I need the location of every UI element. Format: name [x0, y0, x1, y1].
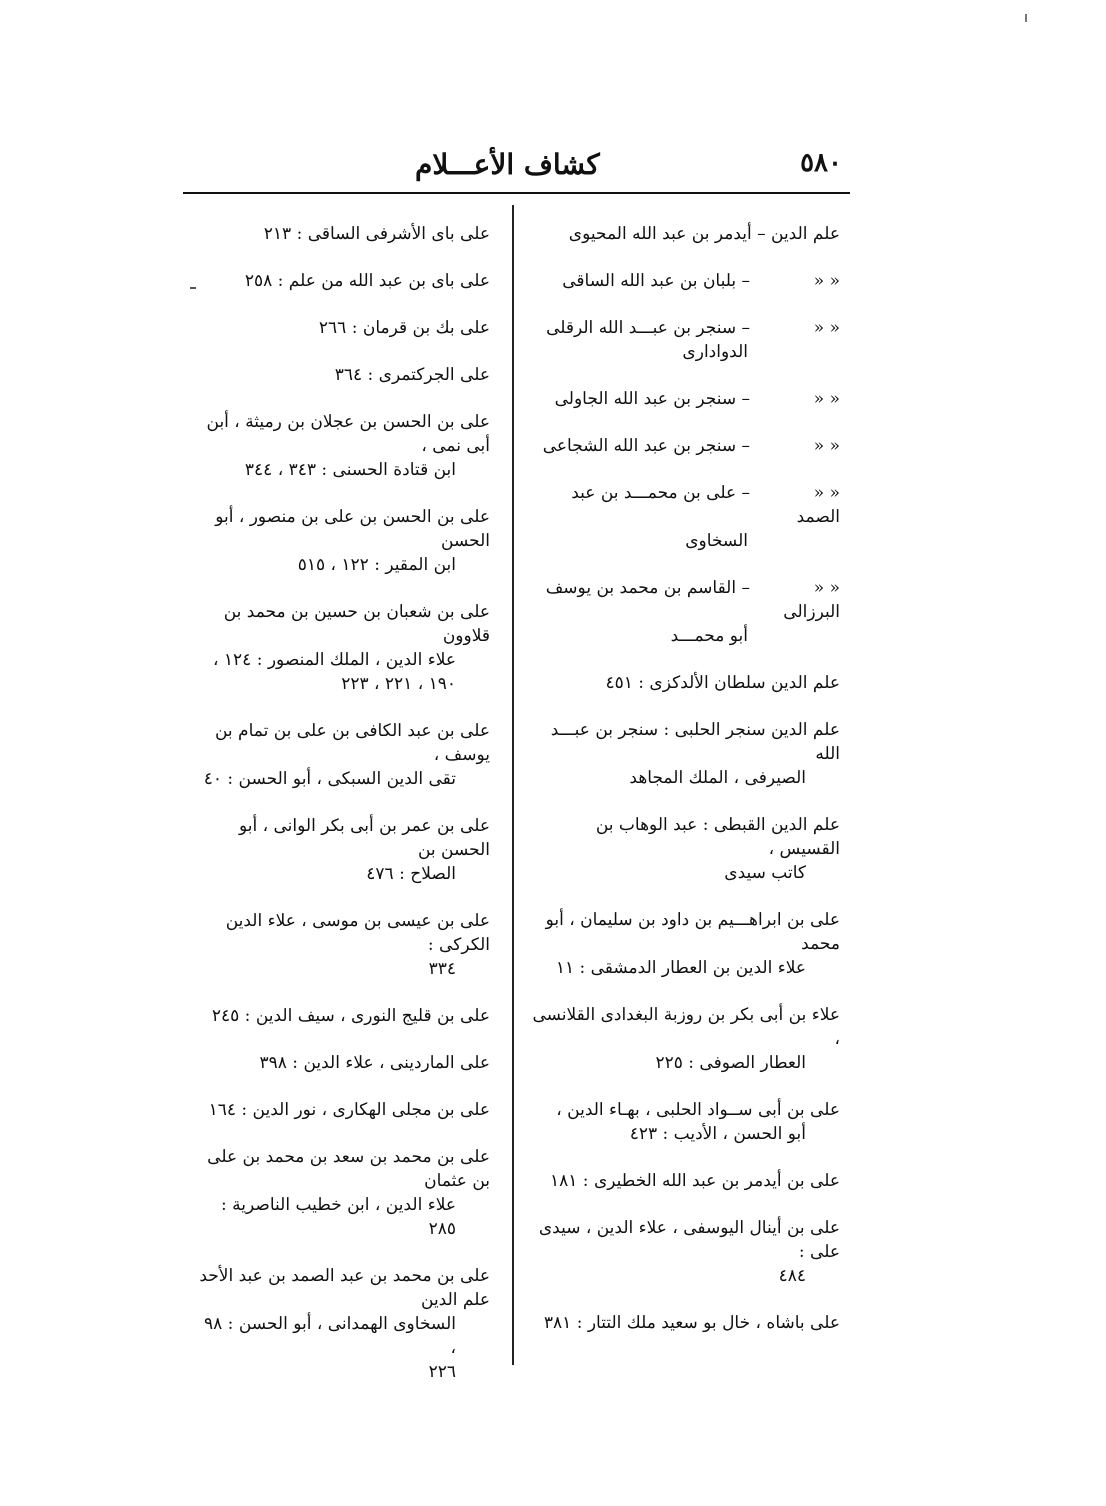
entry-line: [239, 816, 490, 860]
entry-text: على الماردينى ، علاء الدين : ٣٩٨: [259, 1053, 490, 1073]
index-entry: [195, 1264, 490, 1384]
index-entry: [530, 908, 840, 980]
entry-text: على بن عيسى بن موسى ، علاء الدين الكركى :: [225, 911, 490, 955]
index-entry: [195, 1098, 490, 1122]
entry-text: على بن عمر بن أبى بكر الوانى ، أبو الحسن بن: [238, 816, 490, 860]
entry-text: – القاسم بن محمد بن يوسف البرزالى: [545, 578, 840, 622]
entry-text: على الجركتمرى : ٣٦٤: [334, 365, 490, 385]
entry-line: [532, 1005, 840, 1049]
entry-line: [215, 721, 490, 765]
entry-continuation: علاء الدين بن العطار الدمشقى : ١١: [555, 958, 806, 978]
index-entry: [530, 671, 840, 695]
entry-line: [546, 910, 840, 954]
entry-line: [544, 1313, 840, 1333]
entry-continuation: الصيرفى ، الملك المجاهد: [629, 768, 806, 788]
entry-continuation: الدوادارى: [682, 342, 748, 362]
index-entry: [530, 1098, 840, 1146]
ditto-marks: « «: [813, 389, 840, 409]
index-entry: [195, 505, 490, 577]
index-column-right: [530, 222, 840, 1358]
entry-line: [596, 815, 840, 859]
column-divider: [512, 205, 514, 1365]
entry-continuation: ١٩٠ ، ٢٢١ ، ٢٢٣: [341, 674, 456, 694]
index-entry: [195, 269, 490, 293]
index-entry: [530, 1003, 840, 1075]
entry-continuation: تقى الدين السبكى ، أبو الحسن : ٤٠: [203, 769, 456, 789]
entry-text: على باى الأشرفى الساقى : ٢١٣: [263, 224, 490, 244]
entry-continuation: ابن المقير : ١٢٢ ، ٥١٥: [297, 555, 456, 575]
index-column-left: [195, 222, 490, 1407]
ditto-marks: « «: [813, 483, 840, 503]
index-entry: [530, 1311, 840, 1335]
print-mark: [1025, 14, 1027, 22]
index-entry: [195, 719, 490, 791]
index-entry: [530, 222, 840, 246]
index-entry: [530, 813, 840, 885]
entry-continuation: كاتب سيدى: [724, 863, 806, 883]
index-entry: [195, 814, 490, 886]
entry-text: – سنجر بن عبد الله الجاولى: [554, 389, 750, 409]
entry-line: [556, 1100, 840, 1120]
entry-continuation: علاء الدين ، الملك المنصور : ١٢٤ ،: [213, 650, 456, 670]
entry-continuation: ٢٢٦: [428, 1362, 456, 1382]
entry-line: [260, 1053, 491, 1073]
entry-text: على بن محمد بن عبد الصمد بن عبد الأحد علم الدين: [199, 1266, 490, 1310]
entry-line: [199, 1266, 490, 1310]
entry-line: [224, 602, 490, 646]
entry-text: على بن شعبان بن حسين بن محمد بن قلاوون: [223, 602, 490, 646]
entry-continuation: علاء الدين ، ابن خطيب الناصرية : ٢٨٥: [221, 1195, 456, 1239]
entry-continuation: السخاوى: [685, 531, 748, 551]
entry-text: على بن أينال اليوسفى ، علاء الدين ، سيدى على :: [538, 1218, 840, 1262]
index-entry: [195, 363, 490, 387]
entry-line: [226, 911, 490, 955]
entry-text: علاء بن أبى بكر بن روزبة البغدادى القلانسى ،: [532, 1005, 840, 1049]
ditto-marks: « «: [813, 436, 840, 456]
entry-line: [543, 436, 840, 456]
index-entry: [195, 1004, 490, 1028]
entry-text: على بن محمد بن سعد بن محمد بن على بن عثمان: [207, 1147, 490, 1191]
entry-text: – على بن محمـــد بن عبد الصمد: [571, 483, 840, 527]
index-entry: [195, 1145, 490, 1241]
index-entry: [195, 600, 490, 696]
entry-text: – بلبان بن عبد الله الساقى: [562, 271, 750, 291]
ditto-marks: « «: [813, 578, 840, 598]
entry-text: – سنجر بن عبـــد الله الرقلى: [546, 318, 750, 338]
entry-text: على بك بن قرمان : ٢٦٦: [318, 318, 490, 338]
header-rule: [183, 192, 850, 194]
index-entry: [530, 1216, 840, 1288]
page-number: ٥٨٠: [800, 148, 842, 178]
entry-text: علم الدين سنجر الحلبى : سنجر بن عبـــد الله: [550, 720, 840, 764]
entry-line: [319, 318, 490, 338]
entry-line: [207, 1147, 490, 1191]
index-entry: [530, 269, 840, 293]
entry-line: [571, 483, 840, 527]
entry-continuation: أبو الحسن ، الأديب : ٤٢٣: [629, 1124, 806, 1144]
entry-line: [546, 318, 840, 338]
entry-text: علم الدين – أيدمر بن عبد الله المحيوى: [568, 224, 840, 244]
entry-line: [245, 271, 490, 291]
index-entry: [530, 434, 840, 458]
entry-text: على بن ابراهـــيم بن داود بن سليمان ، أبو محمد: [545, 910, 840, 954]
index-entry: [530, 576, 840, 648]
entry-text: علم الدين القبطى : عبد الوهاب بن القسيس ،: [595, 815, 840, 859]
entry-line: [264, 224, 490, 244]
entry-text: على بن أبى ســواد الحلبى ، بهـاء الدين ،: [556, 1100, 840, 1120]
entry-continuation: أبو محمـــد: [670, 626, 748, 646]
entry-line: [550, 1171, 840, 1191]
ditto-marks: « «: [813, 318, 840, 338]
entry-text: على بن أيدمر بن عبد الله الخطيرى : ١٨١: [550, 1171, 840, 1191]
entry-text: – سنجر بن عبد الله الشجاعى: [542, 436, 750, 456]
entry-line: [335, 365, 490, 385]
entry-continuation: الصلاح : ٤٧٦: [366, 864, 456, 884]
index-entry: [195, 316, 490, 340]
entry-line: [551, 720, 840, 764]
index-entry: [195, 222, 490, 246]
index-entry: [195, 1051, 490, 1075]
entry-line: [207, 412, 491, 456]
entry-line: [605, 673, 840, 693]
entry-text: على بن الحسن بن عجلان بن رميثة ، أبن أبى نمى ،: [206, 412, 490, 456]
page-title: كشاف الأعـــلام: [415, 148, 600, 181]
entry-continuation: ٣٣٤: [428, 959, 456, 979]
entry-line: [212, 1006, 490, 1026]
entry-text: على بن قليج النورى ، سيف الدين : ٢٤٥: [211, 1006, 490, 1026]
entry-line: [555, 389, 840, 409]
index-entry: [530, 387, 840, 411]
entry-text: علم الدين سلطان الألدكزى : ٤٥١: [605, 673, 840, 693]
entry-line: [539, 1218, 840, 1262]
index-entry: [530, 1169, 840, 1193]
index-entry: [530, 481, 840, 553]
entry-text: على باى بن عبد الله من علم : ٢٥٨: [244, 271, 490, 291]
entry-continuation: ٤٨٤: [778, 1266, 806, 1286]
entry-continuation: السخاوى الهمدانى ، أبو الحسن : ٩٨ ،: [204, 1314, 456, 1358]
entry-line: [546, 578, 840, 622]
index-entry: [195, 410, 490, 482]
index-entry: [530, 718, 840, 790]
entry-line: [209, 1100, 490, 1120]
entry-continuation: ابن قتادة الحسنى : ٣٤٣ ، ٣٤٤: [244, 460, 456, 480]
index-entry: [195, 909, 490, 981]
entry-text: على باشاه ، خال بو سعيد ملك التتار : ٣٨١: [543, 1313, 840, 1333]
entry-text: على بن الحسن بن على بن منصور ، أبو الحسن: [215, 507, 490, 551]
entry-line: [562, 271, 840, 291]
ditto-marks: « «: [813, 271, 840, 291]
entry-line: [215, 507, 490, 551]
index-entry: [530, 316, 840, 364]
entry-continuation: العطار الصوفى : ٢٢٥: [655, 1053, 806, 1073]
entry-text: على بن مجلى الهكارى ، نور الدين : ١٦٤: [208, 1100, 490, 1120]
page-header: [185, 148, 850, 188]
entry-text: على بن عبد الكافى بن على بن تمام بن يوسف ،: [214, 721, 490, 765]
entry-line: [569, 224, 840, 244]
